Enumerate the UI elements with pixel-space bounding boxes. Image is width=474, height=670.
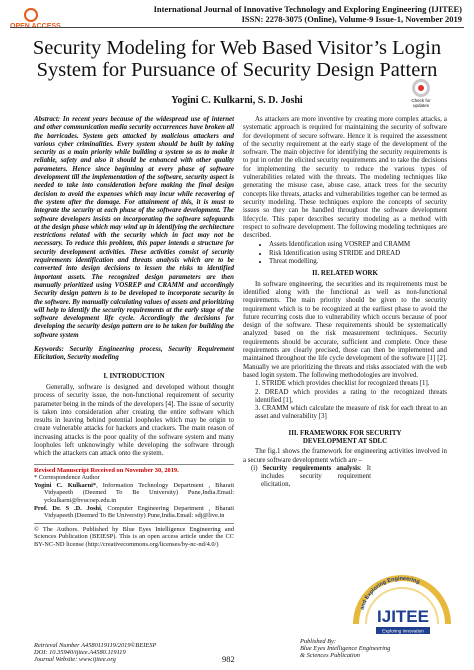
revised-date: Revised Manuscript Received on November 30, 2019. [34, 464, 234, 475]
svg-text:and Exploring Engineering [359, 576, 420, 611]
related-work-text: In software engineering, the securities and its requirements must be identified along with the functional as well as non-functional requirements. The main priority should be given to the security requirement which is to be recognized at the earliest phase to avoid the future recurring costs due to vulnerability which occurs because of poor design of the software. These requirements should be systematically analyzed based on the risk measurement techniques. Security requirements should be accurate, sufficient and complete. Once these requirements are clearly precised, those can then be implemented and maintained throughout the life cycle development of the software [1] [2]. Manually we are prioritizing the threats and risks associated with the web based login system. The following methodologies are involved. [243, 280, 447, 379]
list-item: 1. STRIDE which provides checklist for recognized threats [1]. [255, 380, 430, 388]
right-column [243, 116, 447, 490]
intro-continued-text: As attackers are more inventive by creating more complex attacks, a systematic approach is required for maintaining the security of software for development of secure software. Hence it is required the assessment of the security requirement at the early stage of the development of the software. The main objective for identifying the security requirements is to put in order the elicited security requirements and to take the decisions for implementing the security to reduce the various types of vulnerabilities related with the threats. The modeling techniques like generating the misuse case, abuse case, attack trees for the security concepts like threats, attacks and vulnerabilities together can be termed as security modeling. These techniques explore the concepts of security issues so they can be handled throughout the software development lifecycle. This paper describes security modeling as a method with respect to software development. The following modeling techniques are described. [243, 116, 447, 240]
correspondence-note: * Correspondence Author [34, 474, 100, 482]
list-item: • Risk Identification using STRIDE and DREAD [269, 250, 447, 258]
section-heading-framework: III. FRAMEWORK FOR SECURITY DEVELOPMENT AT SDLC [288, 429, 402, 445]
left-column [34, 116, 234, 549]
author-affiliation-1: Yogini C. Kulkarni*, Information Technology Department , Bharati Vidyapeeth (Deemed To Be University) Pune,India.Email: yckulkarni@bvucoep.edu.in [34, 481, 234, 504]
list-item: • Assets Identification using VOSREP and CRAMM [269, 241, 447, 249]
check-updates-icon [412, 79, 430, 97]
section-heading-introduction: I. INTRODUCTION [103, 372, 165, 380]
ijitee-emblem-icon [348, 574, 454, 636]
framework-item: (i) Security requirements analysis: It includes security requirement elicitation, [251, 464, 371, 489]
authors: Yogini C. Kulkarni, S. D. Joshi [171, 95, 303, 106]
check-updates-label: Check for updates [411, 98, 431, 108]
logo-name: IJITEE [377, 607, 429, 626]
methodologies-list [243, 380, 447, 421]
list-item: • Threat modelling. [269, 258, 447, 266]
check-for-updates-badge[interactable] [406, 79, 436, 117]
logo-arc-text: and Exploring Engineering [359, 575, 421, 611]
open-lock-icon [24, 8, 38, 22]
doi: DOI: 10.35940/ijitee.A4580.119119 [34, 649, 126, 657]
journal-issn: ISSN: 2278-3075 (Online), Volume-9 Issue-1, November 2019 [241, 14, 462, 24]
published-by: Published By: [300, 638, 337, 645]
journal-header [154, 4, 462, 24]
list-item: 2. DREAD which provides a rating to the recognized threats identified [1], [255, 388, 447, 404]
footer-right [300, 638, 390, 660]
framework-text: The fig.1 shows the framework for engineering activities involved in a secure software development which are – [243, 448, 447, 464]
introduction-text: Generally, software is designed and developed without thought process of security issue, the non-functional requirement of security parameter being in the minds of the developers [4]. The issue of security is taken into consideration after creating the entire software which results in leaving behind potential loopholes which may be origin to create vulnerable attacks for hackers and crackers. The main reason of increasing attacks is the poor quality of the software system and many loopholes left unknowingly while developing the software through which the attackers can attack onto the system. [34, 383, 234, 458]
header-divider [10, 27, 464, 28]
title-line-2: System for Pursuance of Security Design Pattern [36, 59, 438, 81]
publisher-name: Blue Eyes Intelligence Engineering [300, 645, 391, 653]
list-item: 3. CRAMM which calculate the measure of risk for each threat to an asset and vulnerability [3] [255, 405, 447, 421]
journal-name: International Journal of Innovative Technology and Exploring Engineering (IJITEE) [153, 4, 462, 14]
publisher-name-2: & Sciences Publication [300, 652, 360, 660]
author-affiliation-2: Prof. Dr. S .D. Joshi, Computer Engineering Department , Bharati Vidyapeeth (Deemed To Be University) Pune,India.Email: sdj@live.in [34, 504, 234, 520]
modeling-techniques-list [243, 241, 447, 266]
ijitee-logo [348, 574, 454, 636]
footnote [34, 464, 234, 549]
open-access-logo [10, 8, 70, 34]
copyright-notice: © The Authors. Published by Blue Eyes Intelligence Engineering and Sciences Publication (BEIESP). This is an open access article under the CC BY-NC-ND license (http://creativecommons.org/licenses/by-nc-nd/4.0/) [34, 523, 234, 549]
logo-tagline: Exploring Innovation [382, 628, 424, 634]
paper-title [0, 37, 474, 81]
section-heading-related-work: II. RELATED WORK [312, 270, 378, 278]
footer-left [34, 642, 156, 664]
abstract: Abstract: In recent years because of the widespread use of internet and other communication media security occurrences have broken all the barricades. System gets attacked by malicious attackers and various cyber criminalities. Every system should be built by taking security as a main priority while building a system so as to make it reliable, safety and also it should be enhanced with other quality parameters. Hence since beginning at every phase of software development till the implementation of the software, security aspect is needed to take into consideration before making the final design decision to avoid the expenses which may incur while recovering of the system after the damage. For attainment of this, it is must to integrate the security at each phase of the software development. The software developers insists on incorporating the software safeguards at the design phase which may wind up in identifying the architecture restrictions related with the security which in fact may not be necessary. To reduce this problem, this paper intends a structure for security development activities. These activities consist of security requirements identification and threats analysis which are to be converted into design decisions to lessen the risks to identified important assets. The recognized design parameters are then manually prioritized using VOSREP and CRAMM and accordingly Security design pattern is to be developed to incorporate security in the software. By manually calculating values of assets and prioritizing will help to identify the security requirements at the early stage of the software development life cycle. Accordingly the decisions for developing the security design pattern are to be taken for building the software system [34, 116, 234, 339]
journal-website-link[interactable]: Journal Website: www.ijitee.org [34, 656, 116, 664]
retrieval-number: Retrieval Number A4580119119/2019©BEIESP [34, 642, 157, 649]
page-number: 982 [222, 654, 235, 664]
keywords: Keywords: Security Engineering process, Security Requirement Elicitation, Security modeling [34, 346, 234, 362]
title-line-1: Security Modeling for Web Based Visitor’s Login [32, 37, 442, 59]
